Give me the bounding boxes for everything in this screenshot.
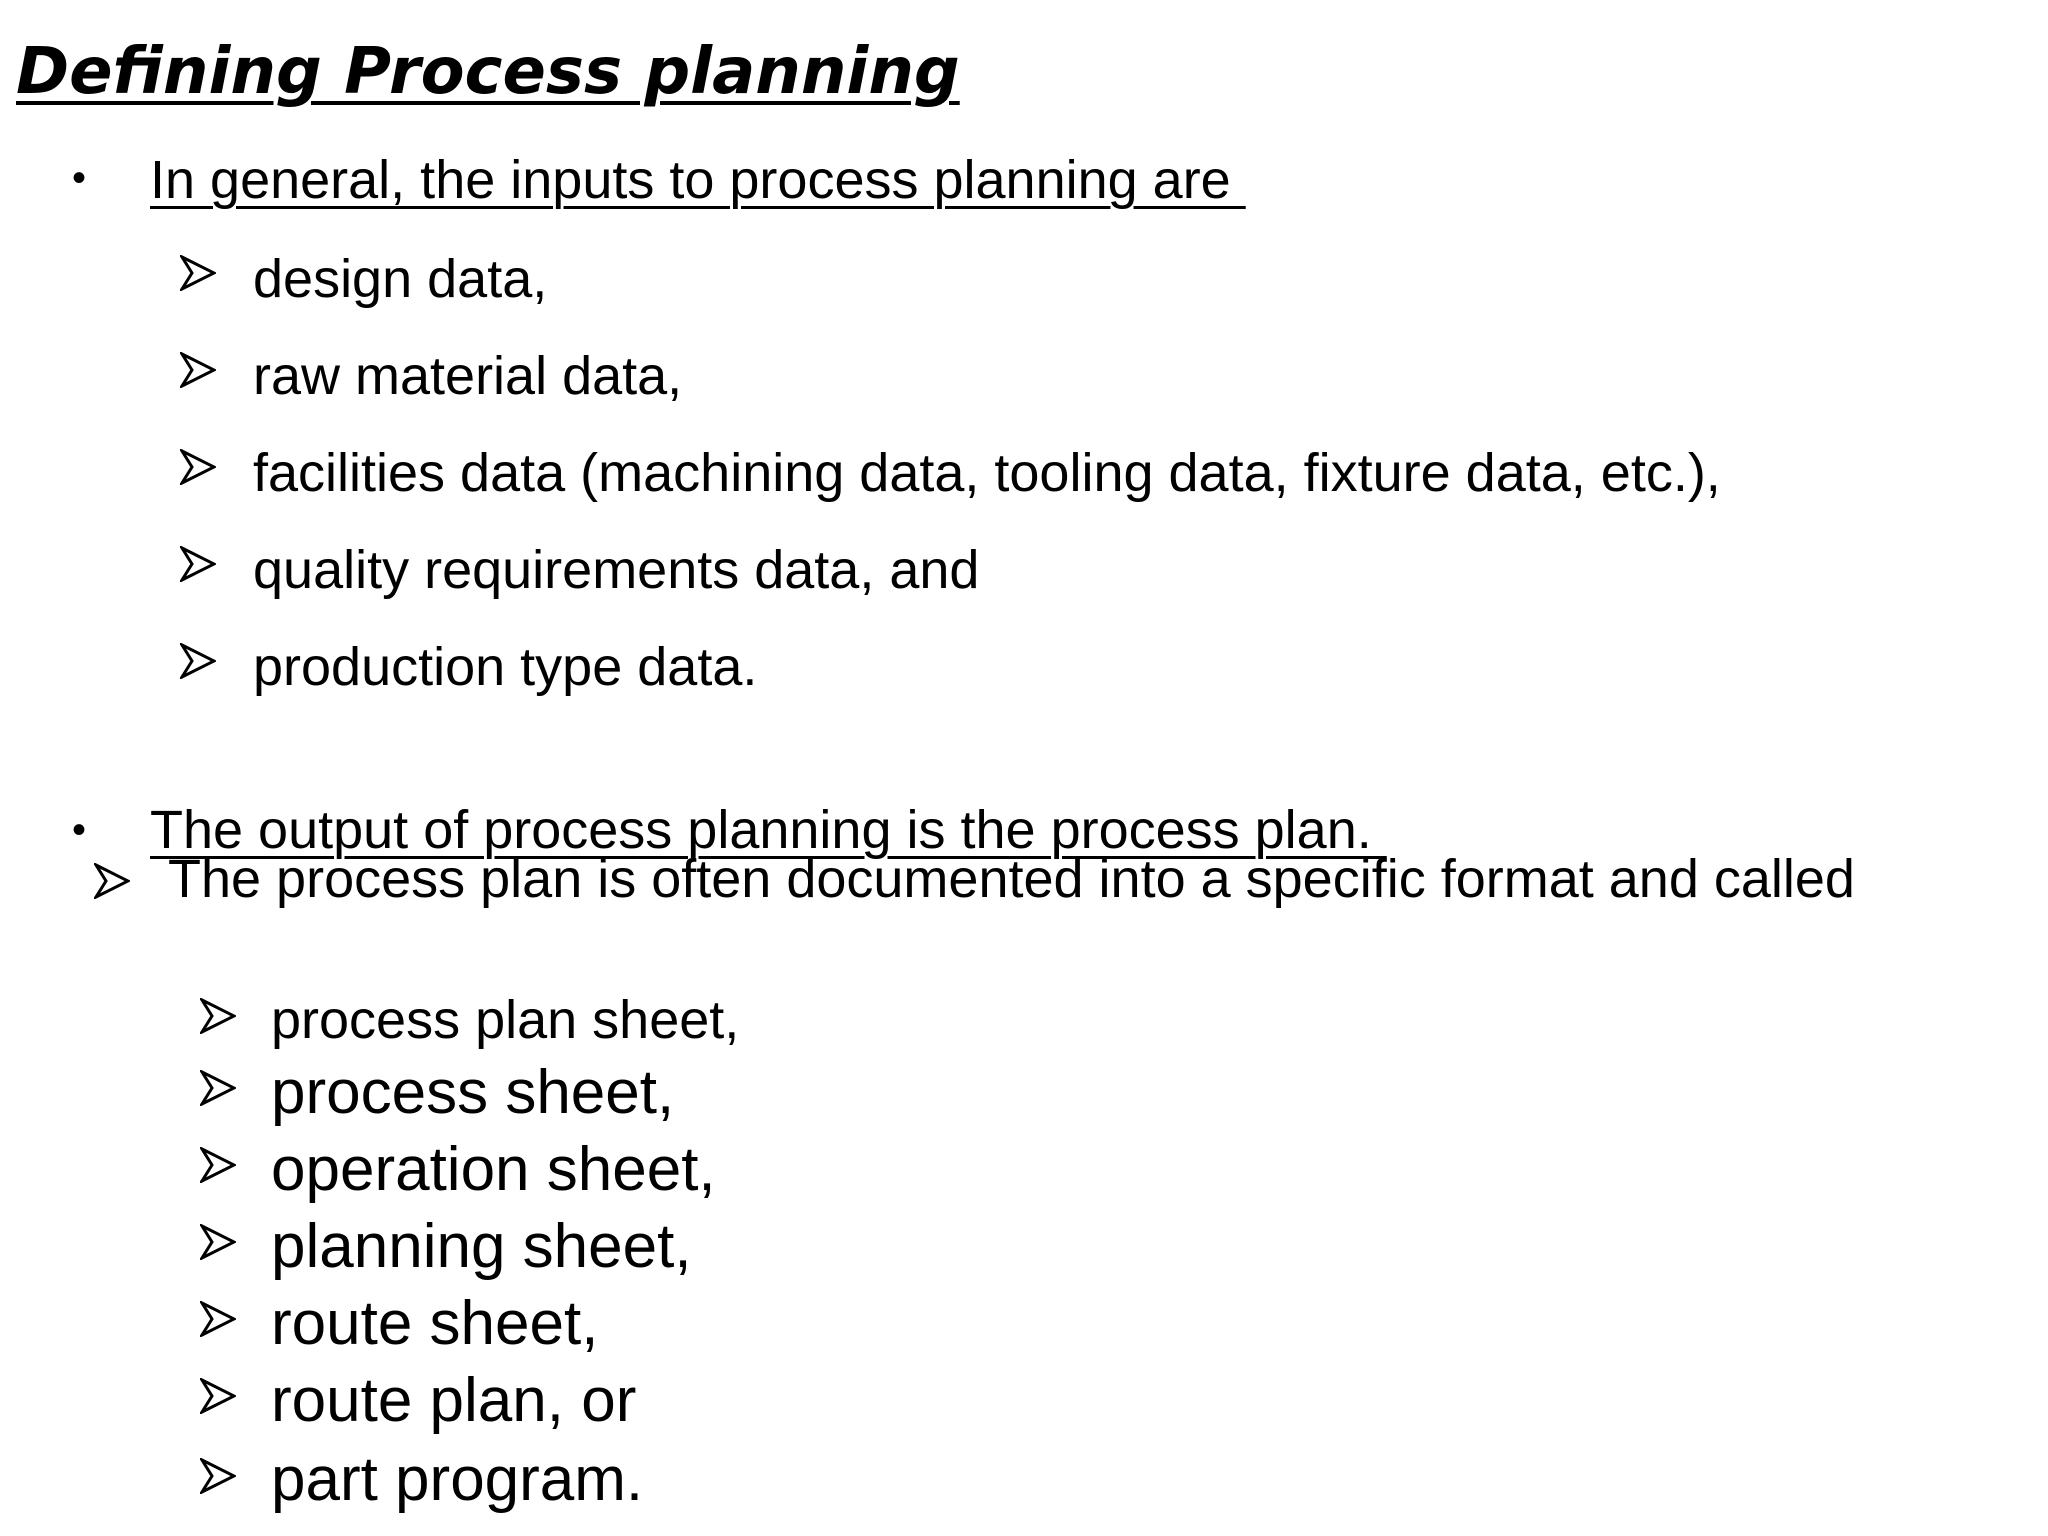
input-item: raw material data, bbox=[253, 346, 683, 406]
arrow-bullet-icon bbox=[200, 1070, 236, 1106]
arrow-bullet-icon bbox=[180, 255, 216, 291]
input-item: quality requirements data, and bbox=[253, 540, 980, 600]
inputs-lead-text: In general, the inputs to process planning are bbox=[150, 150, 1246, 210]
arrow-bullet-icon bbox=[180, 352, 216, 388]
arrow-bullet-icon bbox=[180, 546, 216, 582]
arrow-bullet-icon bbox=[180, 643, 216, 679]
bullet-dot-icon: • bbox=[72, 156, 87, 200]
output-format-item: route plan, or bbox=[271, 1366, 637, 1435]
input-item-text: production type data. bbox=[253, 637, 758, 697]
bullet-dot-icon: • bbox=[72, 808, 87, 852]
arrow-bullet-icon bbox=[200, 1301, 236, 1337]
arrow-bullet-icon bbox=[200, 1378, 236, 1414]
output-format-item: part program. bbox=[271, 1445, 644, 1514]
arrow-bullet-icon bbox=[200, 1458, 236, 1494]
arrow-bullet-icon bbox=[200, 1147, 236, 1183]
process-plan-description: The process plan is often documented into a specific format and called bbox=[168, 849, 1855, 909]
arrow-bullet-icon bbox=[94, 863, 130, 899]
arrow-bullet-icon bbox=[180, 449, 216, 485]
input-item: facilities data (machining data, tooling data, fixture data, etc.), bbox=[253, 443, 1721, 503]
page-title: Defining Process planning bbox=[16, 35, 960, 109]
arrow-bullet-icon bbox=[200, 1224, 236, 1260]
output-format-item: route sheet, bbox=[271, 1289, 599, 1358]
output-format-item: process sheet, bbox=[271, 1058, 675, 1127]
output-format-item: process plan sheet, bbox=[271, 990, 740, 1050]
output-format-item: planning sheet, bbox=[271, 1212, 692, 1281]
output-lead-text: The output of process planning is the process plan. bbox=[150, 800, 1387, 860]
output-format-item: operation sheet, bbox=[271, 1135, 716, 1204]
input-item bbox=[253, 635, 757, 699]
arrow-bullet-icon bbox=[200, 998, 236, 1034]
input-item: design data, bbox=[253, 249, 548, 309]
